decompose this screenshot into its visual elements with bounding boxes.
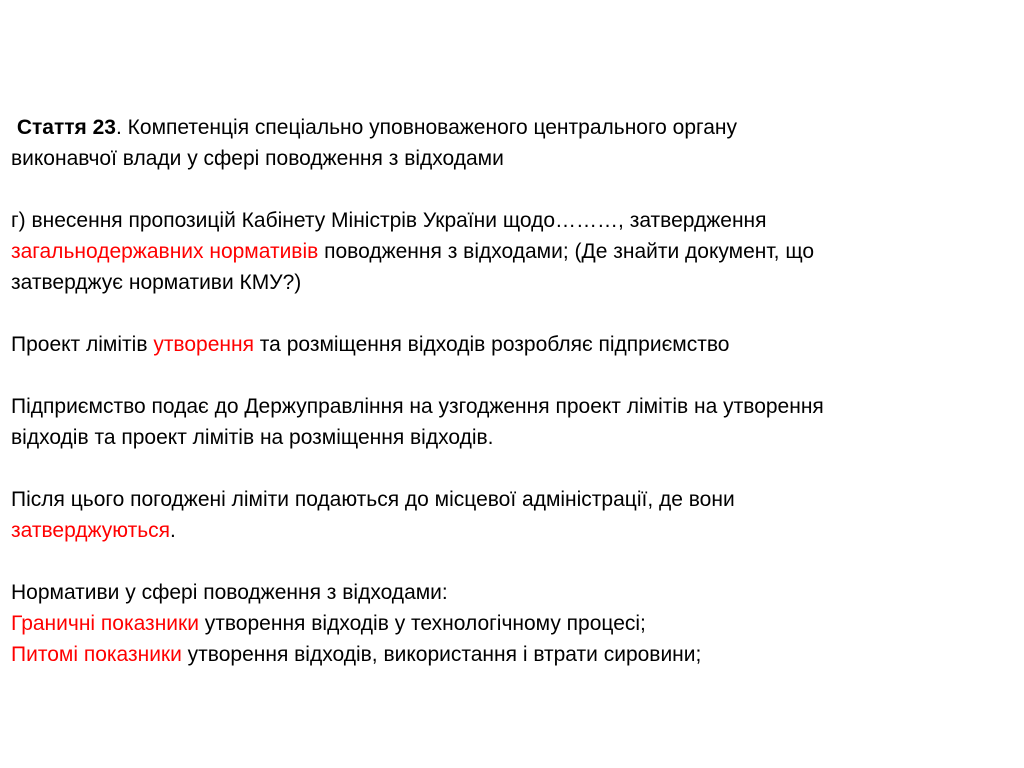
spacer bbox=[11, 360, 1016, 391]
item-g-line3: затверджує нормативи КМУ?) bbox=[11, 271, 302, 294]
item-g-line2 bbox=[11, 236, 1016, 267]
norms-heading: Нормативи у сфері поводження з відходами: bbox=[11, 581, 448, 604]
item-g-line1: г) внесення пропозицій Кабінету Міністрів України щодо………, затвердження bbox=[11, 209, 767, 232]
submission-line1: Підприємство подає до Держуправління на узгодження проект лімітів на утворення bbox=[11, 395, 824, 418]
item-g-line2-rest: поводження з відходами; (Де знайти документ, що bbox=[318, 240, 815, 263]
limits-project-after: та розміщення відходів розробляє підприємство bbox=[253, 333, 730, 356]
norms-item-1-red-term: Граничні показники bbox=[11, 612, 199, 635]
limits-project-line bbox=[11, 329, 1016, 360]
norms-item-1-rest: утворення відходів у технологічному процесі; bbox=[198, 612, 646, 635]
spacer bbox=[11, 174, 1016, 205]
approval-line2 bbox=[11, 515, 1016, 546]
approval-red-term: затверджуються bbox=[11, 519, 171, 542]
approval-line1: Після цього погоджені ліміти подаються до місцевої адміністрації, де вони bbox=[11, 488, 735, 511]
norms-item-2-red-term: Питомі показники bbox=[11, 643, 182, 666]
limits-project-before: Проект лімітів bbox=[11, 333, 154, 356]
norms-item-2-rest: утворення відходів, використання і втрати сировини; bbox=[181, 643, 702, 666]
article-heading-line1 bbox=[11, 112, 1016, 143]
submission-line2: відходів та проект лімітів на розміщення відходів. bbox=[11, 426, 494, 449]
article-heading-line2: виконавчої влади у сфері поводження з відходами bbox=[11, 147, 504, 170]
spacer bbox=[11, 546, 1016, 577]
item-g-red-term: загальнодержавних нормативів bbox=[11, 240, 319, 263]
article-title: . Компетенція спеціально уповноваженого центрального органу bbox=[116, 116, 738, 139]
norms-item-1 bbox=[11, 608, 1016, 639]
spacer bbox=[11, 453, 1016, 484]
slide-content bbox=[11, 112, 1016, 670]
spacer bbox=[11, 298, 1016, 329]
limits-project-red-term: утворення bbox=[153, 333, 254, 356]
approval-end: . bbox=[170, 519, 176, 542]
article-label: Стаття 23 bbox=[16, 116, 116, 139]
norms-item-2 bbox=[11, 639, 1016, 670]
